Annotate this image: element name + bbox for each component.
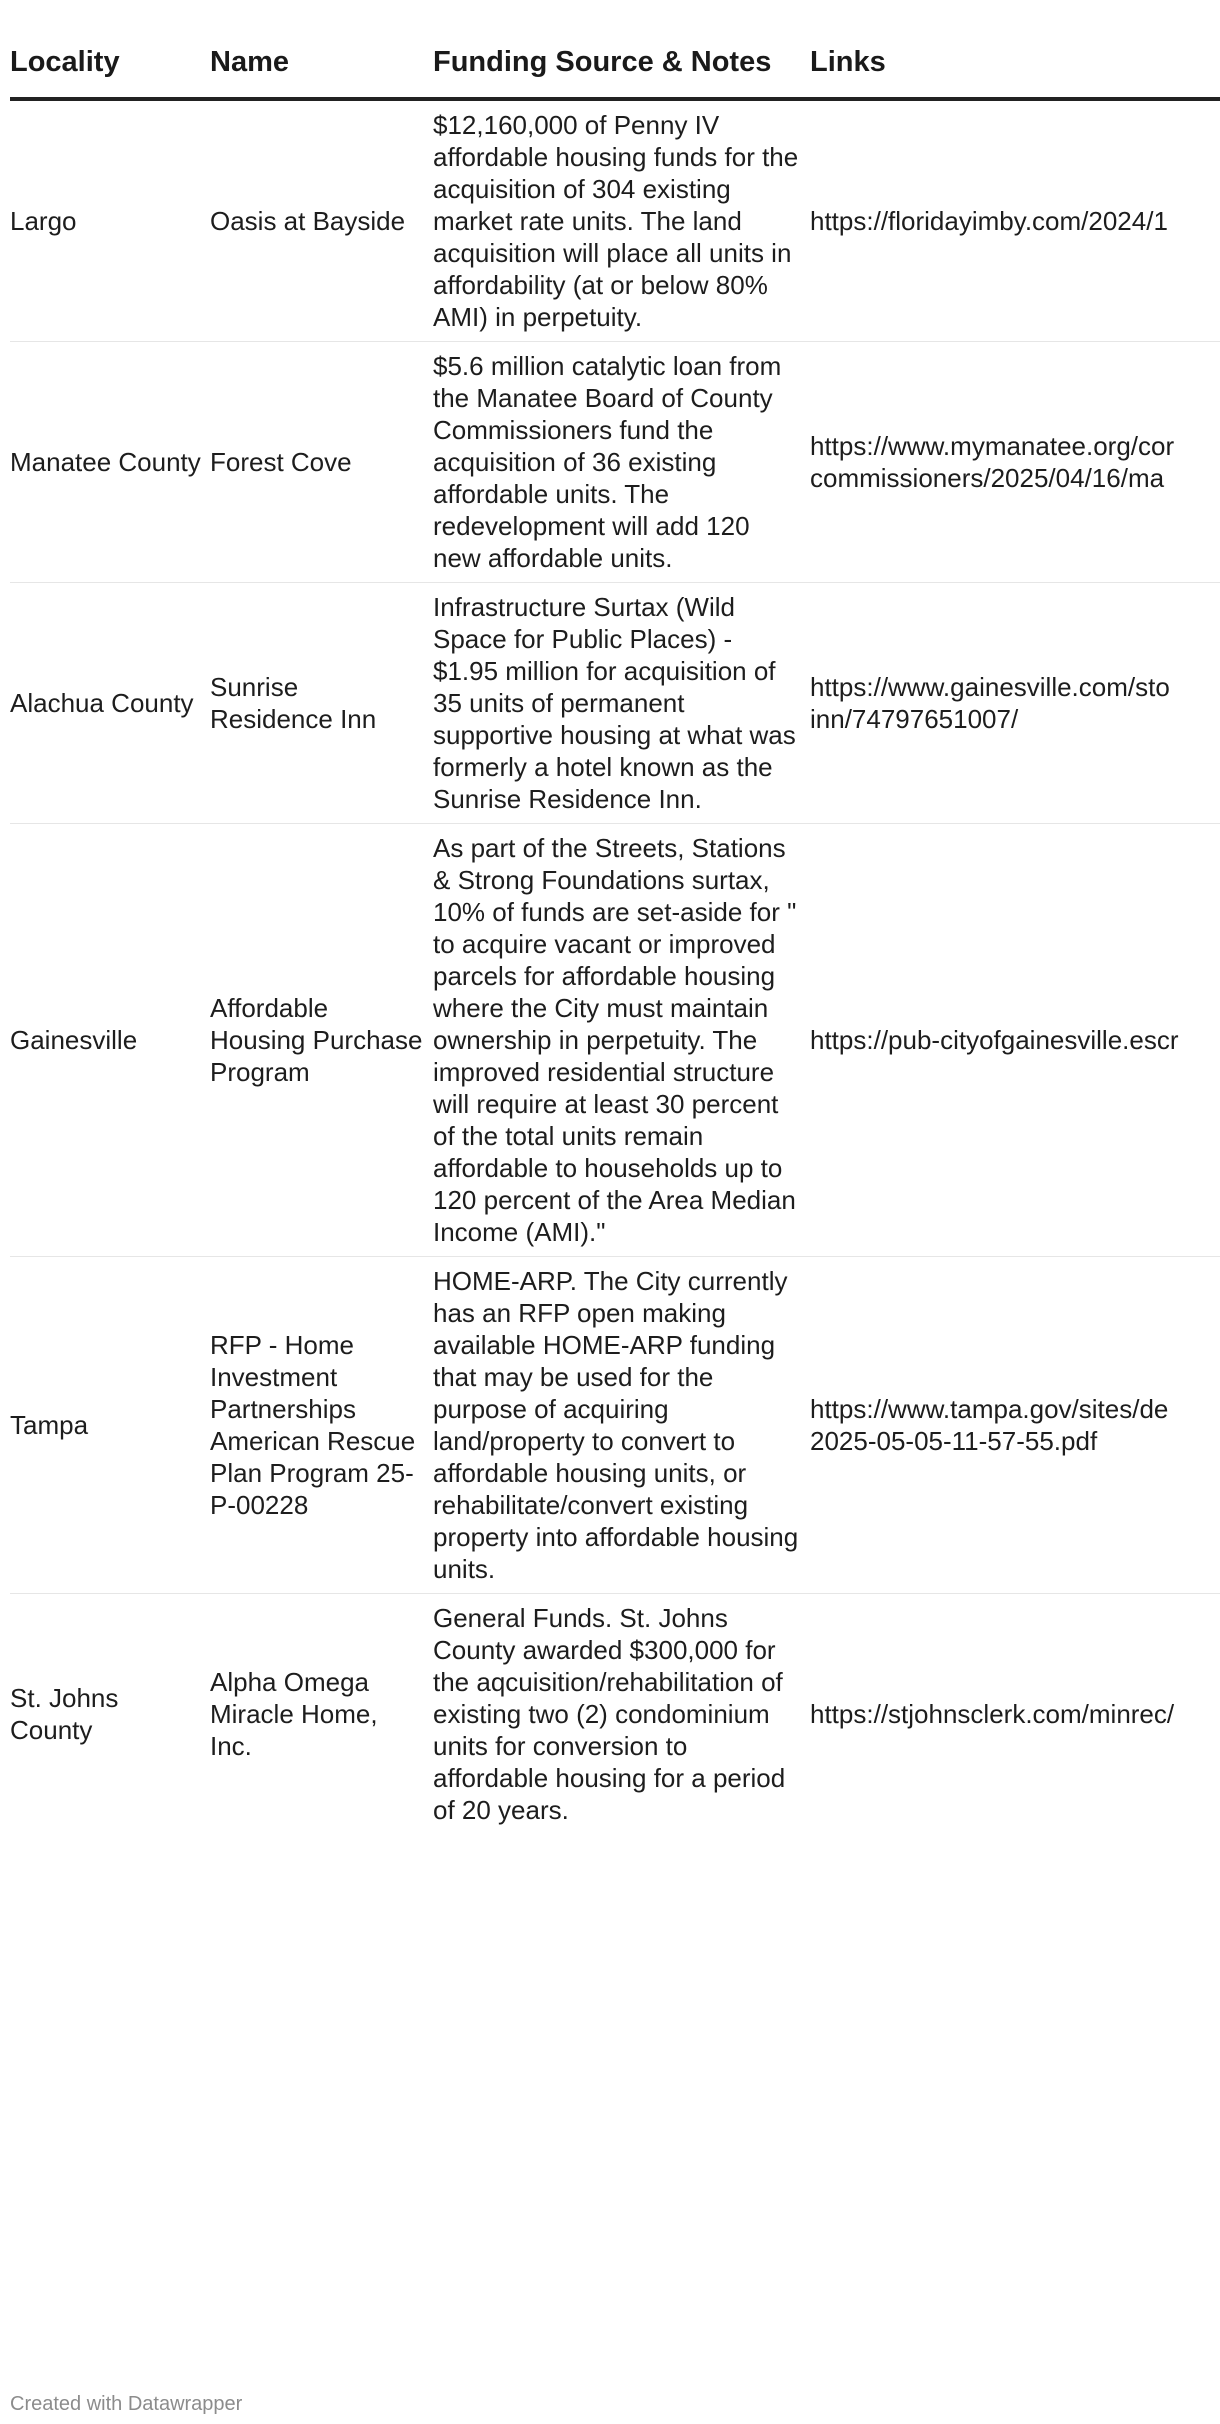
cell-funding: HOME-ARP. The City currently has an RFP open making available HOME-ARP funding that may be used for the purpose of acquiring land/property to convert to affordable housing units, or rehabilitate/convert existing property into affordable housing units. <box>433 1257 810 1594</box>
cell-link[interactable]: https://www.gainesville.com/sto inn/74797651007/ <box>810 583 1220 824</box>
cell-locality: St. Johns County <box>10 1683 119 1745</box>
cell-funding: $5.6 million catalytic loan from the Manatee Board of County Commissioners fund the acquisition of 36 existing affordable units. The redevelopment will add 120 new affordable units. <box>433 342 810 583</box>
cell-locality: Manatee County <box>10 342 210 583</box>
cell-locality: Gainesville <box>10 824 210 1257</box>
table-row <box>10 583 1220 824</box>
table-row <box>10 99 1220 342</box>
cell-name: Forest Cove <box>210 342 433 583</box>
cell-locality: Tampa <box>10 1257 210 1594</box>
cell-funding: As part of the Streets, Stations & Strong Foundations surtax, 10% of funds are set-aside for " to acquire vacant or improved parcels for affordable housing where the City must maintain ownership in perpetuity. The improved residential structure will require at least 30 percent of the total units remain affordable to households up to 120 percent of the Area Median Income (AMI)." <box>433 824 810 1257</box>
cell-name: Oasis at Bayside <box>210 99 433 342</box>
cell-funding: Infrastructure Surtax (Wild Space for Public Places) - $1.95 million for acquisition of 35 units of permanent supportive housing at what was formerly a hotel known as the Sunrise Residence Inn. <box>433 583 810 824</box>
cell-locality: Largo <box>10 99 210 342</box>
cell-locality: Alachua County <box>10 583 210 824</box>
cell-funding: General Funds. St. Johns County awarded $300,000 for the aqcuisition/rehabilitation of existing two (2) condominium units for conversion to affordable housing for a period of 20 years. <box>433 1603 786 1825</box>
cell-link[interactable]: https://pub-cityofgainesville.escr <box>810 824 1220 1257</box>
header-links: Links <box>810 46 1220 99</box>
funding-table-container <box>10 46 1220 1834</box>
table-row <box>10 342 1220 583</box>
cell-name: Affordable Housing Purchase Program <box>210 824 433 1257</box>
header-funding-source: Funding Source & Notes <box>433 46 810 99</box>
funding-table <box>10 46 1220 1834</box>
cell-link[interactable]: https://floridayimby.com/2024/1 <box>810 99 1220 342</box>
header-locality: Locality <box>10 46 210 99</box>
cell-link[interactable]: https://stjohnsclerk.com/minrec/ <box>810 1699 1175 1729</box>
datawrapper-credit[interactable]: Created with Datawrapper <box>10 2393 243 2415</box>
table-header-row <box>10 46 1220 99</box>
header-name: Name <box>210 46 433 99</box>
table-row <box>10 824 1220 1257</box>
cell-link[interactable]: https://www.mymanatee.org/cor commissioners/2025/04/16/ma <box>810 342 1220 583</box>
table-row <box>10 1594 1220 1835</box>
cell-name: Sunrise Residence Inn <box>210 583 433 824</box>
cell-funding: $12,160,000 of Penny IV affordable housing funds for the acquisition of 304 existing market rate units. The land acquisition will place all units in affordability (at or below 80% AMI) in perpetuity. <box>433 99 810 342</box>
cell-link[interactable]: https://www.tampa.gov/sites/de 2025-05-05-11-57-55.pdf <box>810 1257 1220 1594</box>
cell-name: Alpha Omega Miracle Home, Inc. <box>210 1667 378 1761</box>
table-row <box>10 1257 1220 1594</box>
cell-name: RFP - Home Investment Partnerships American Rescue Plan Program 25-P-00228 <box>210 1257 433 1594</box>
